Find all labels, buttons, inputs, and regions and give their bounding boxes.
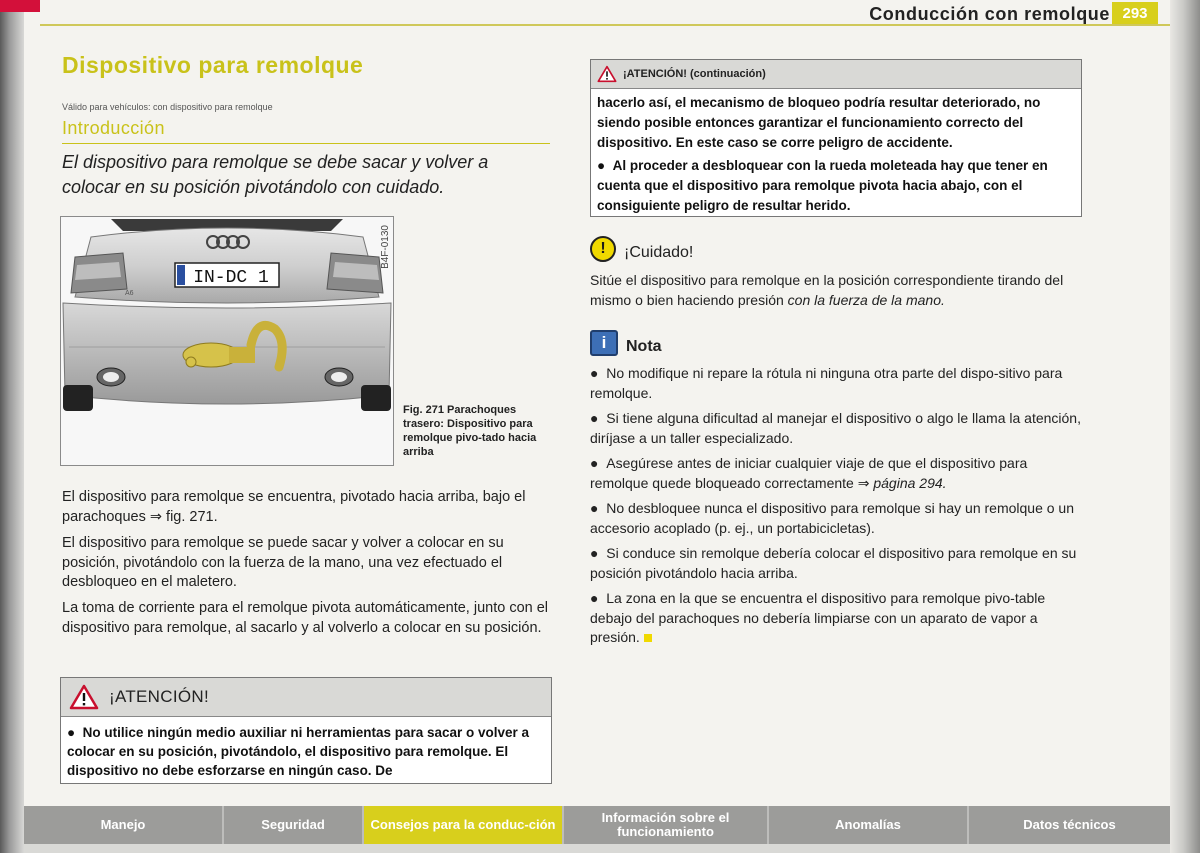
bullet-icon: ● <box>590 410 607 426</box>
intro-text: El dispositivo para remolque se debe sacar y volver a colocar en su posición pivotándolo con cuidado. <box>62 152 489 197</box>
section-subtitle: Introducción <box>62 118 165 138</box>
note-list <box>590 364 1082 654</box>
list-item: ● La zona en la que se encuentra el dispositivo para remolque pivo-table debajo del parachoques no debería limpiarse con un aparato de vapor a presión. <box>590 590 1046 645</box>
bullet-icon: ● <box>590 455 607 471</box>
figure-caption: Fig. 271 Parachoques trasero: Dispositivo para remolque pivo-tado hacia arriba <box>403 404 537 458</box>
warning-continuation-box <box>590 59 1082 217</box>
warning-continuation-header <box>591 60 1081 89</box>
caution-title: ¡Cuidado! <box>624 244 694 261</box>
warning-header <box>61 678 551 717</box>
page-number: 293 <box>1112 2 1158 26</box>
caution-body: Sitúe el dispositivo para remolque en la posición correspondiente tirando del mismo o bien haciendo presión <box>590 272 1064 308</box>
corner-tab-mark <box>0 0 40 12</box>
validity-note: Válido para vehículos: con dispositivo para remolque <box>62 102 273 112</box>
footer-shadow <box>24 844 1170 853</box>
page-title: Dispositivo para remolque <box>62 52 364 78</box>
warning-continuation-para: ● Al proceder a desbloquear con la rueda moleteada hay que tener en cuenta que el dispositivo para remolque pivota hacia abajo, con el consiguiente peligro de resultar herido. <box>597 158 1048 213</box>
list-item: ● No desbloquee nunca el dispositivo para remolque si hay un remolque o un accesorio acoplado (p. ej., un portabicicletas). <box>590 500 1074 536</box>
chapter-nav <box>24 806 1170 844</box>
note-header <box>590 330 662 356</box>
warning-continuation-title: ¡ATENCIÓN! (continuación) <box>623 68 766 80</box>
list-item: ● No modifique ni repare la rótula ni ninguna otra parte del dispo-sitivo para remolque. <box>590 365 1063 401</box>
warning-text <box>61 717 551 780</box>
end-of-section-icon <box>644 634 652 642</box>
caution-icon: ! <box>590 236 616 262</box>
license-plate-text: IN-DC 1 <box>193 268 269 288</box>
bullet-icon: ● <box>590 365 607 381</box>
body-paragraph: El dispositivo para remolque se encuentra, pivotado hacia arriba, bajo el parachoques ⇒ fig. 271. <box>62 489 526 525</box>
warning-title: ¡ATENCIÓN! <box>109 687 209 706</box>
figure-code: B4F-0130 <box>380 225 391 269</box>
warning-continuation-text <box>591 89 1081 223</box>
warning-triangle-icon <box>597 65 617 83</box>
bullet-icon: ● <box>590 500 607 516</box>
bleed-through-texture <box>560 60 580 660</box>
page-binding-shadow <box>0 0 24 853</box>
bullet-icon: ● <box>590 590 607 606</box>
tab-datos-tecnicos[interactable]: Datos técnicos <box>1023 817 1116 832</box>
caution-body-italic: con la fuerza de la mano. <box>787 291 945 308</box>
page-edge <box>1170 0 1200 853</box>
body-paragraph: La toma de corriente para el remolque pivota automáticamente, junto con el dispositivo para remolque, al sacarlo y al volverlo a colocar en su posición. <box>62 600 549 636</box>
subtitle-rule <box>62 143 550 144</box>
list-item: ● Si conduce sin remolque debería colocar el dispositivo para remolque en su posición pivotándolo hacia arriba. <box>590 545 1077 581</box>
warning-body: No utilice ningún medio auxiliar ni herramientas para sacar o volver a colocar en su posición, pivotándolo, el dispositivo para remolque. El dispositivo no debe esforzarse en ningún caso. De <box>67 725 530 778</box>
tab-manejo[interactable]: Manejo <box>24 806 224 844</box>
warning-continuation-para: hacerlo así, el mecanismo de bloqueo podría resultar deteriorado, no siendo posible entonces garantizar el funcionamiento correcto del dispositivo. En este caso se corre peligro de accidente. <box>597 95 1041 150</box>
tab-anomalias[interactable]: Anomalías <box>769 806 969 844</box>
bullet-icon: ● <box>590 545 607 561</box>
car-rear-illustration <box>61 217 393 465</box>
figure-271 <box>60 216 394 466</box>
tab-seguridad[interactable]: Seguridad <box>224 806 364 844</box>
section-title: Conducción con remolque <box>869 4 1110 24</box>
page-reference[interactable]: página 294. <box>873 474 947 491</box>
caution-text <box>590 271 1082 310</box>
tab-informacion-funcionamiento[interactable]: Información sobre el funcionamiento <box>564 806 769 844</box>
note-title: Nota <box>626 338 662 355</box>
caution-header <box>590 236 693 262</box>
warning-box <box>60 677 552 784</box>
info-icon: i <box>590 330 618 356</box>
body-paragraph: El dispositivo para remolque se puede sacar y volver a colocar en su posición, pivotándolo con la fuerza de la mano, una vez efectuado el desbloqueo en el maletero. <box>62 535 504 590</box>
list-item: ● Si tiene alguna dificultad al manejar el dispositivo o algo le llama la atención, diríjase a un taller especializado. <box>590 410 1081 446</box>
header-rule <box>40 24 1170 26</box>
warning-triangle-icon <box>69 684 99 710</box>
list-item: ● Asegúrese antes de iniciar cualquier viaje de que el dispositivo para remolque quede bloqueado correctamente ⇒ página 294. <box>590 455 1028 491</box>
bullet-icon: ● <box>597 158 613 173</box>
bullet-icon: ● <box>67 725 83 740</box>
svg-text:A6: A6 <box>125 290 134 297</box>
tab-consejos-conduccion[interactable]: Consejos para la conduc-ción <box>364 806 564 844</box>
